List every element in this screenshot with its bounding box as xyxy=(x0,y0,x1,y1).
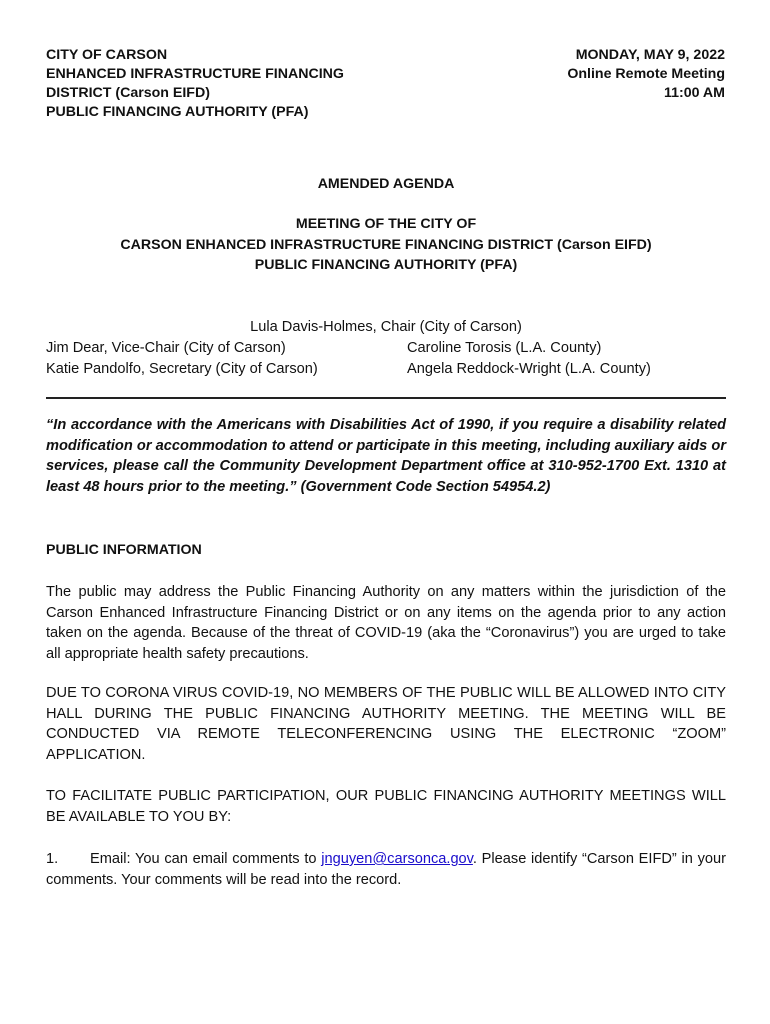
member-name: Katie Pandolfo, Secretary (City of Carson) xyxy=(46,360,318,377)
org-line: ENHANCED INFRASTRUCTURE FINANCING xyxy=(46,66,344,82)
board-members xyxy=(46,338,726,379)
org-line: PUBLIC FINANCING AUTHORITY (PFA) xyxy=(46,104,309,120)
ada-notice: “In accordance with the Americans with Disabilities Act of 1990, if you require a disability related modification or accommodation to attend or participate in this meeting, including auxiliary aids or services, please call the Community Development Department office at 310-952-1700 Ext. 1310 at least 48 hours prior to the meeting.” (Government Code Section 54954.2) xyxy=(46,417,726,495)
member-name: Angela Reddock-Wright (L.A. County) xyxy=(407,360,651,377)
public-information-heading: PUBLIC INFORMATION xyxy=(46,542,202,558)
org-line: CITY OF CARSON xyxy=(46,47,168,63)
subtitle-line: CARSON ENHANCED INFRASTRUCTURE FINANCING DISTRICT (Carson EIFD) xyxy=(120,236,652,253)
public-info-paragraph: The public may address the Public Financing Authority on any matters within the jurisdiction of the Carson Enhanced Infrastructure Financing District or on any items on the agenda prior to any action taken on the agenda. Because of the threat of COVID-19 (aka the “Coronavirus”) you are urged to take all appropriate health safety precautions. xyxy=(46,584,726,662)
members-row xyxy=(46,359,726,380)
organization-header xyxy=(46,46,344,122)
meeting-subtitle xyxy=(46,214,726,276)
participation-paragraph: TO FACILITATE PUBLIC PARTICIPATION, OUR PUBLIC FINANCING AUTHORITY MEETINGS WILL BE AVAILABLE TO YOU BY: xyxy=(46,788,726,825)
meeting-time: 11:00 AM xyxy=(664,85,725,101)
meeting-date: MONDAY, MAY 9, 2022 xyxy=(575,47,725,63)
meeting-format: Online Remote Meeting xyxy=(567,66,725,82)
email-item-prefix: Email: You can email comments to xyxy=(90,851,322,867)
list-item-number: 1. xyxy=(46,851,59,867)
subtitle-line: PUBLIC FINANCING AUTHORITY (PFA) xyxy=(254,257,518,273)
org-line: DISTRICT (Carson EIFD) xyxy=(46,85,210,101)
list-item-email xyxy=(46,849,726,890)
covid-notice-paragraph: DUE TO CORONA VIRUS COVID-19, NO MEMBERS OF THE PUBLIC WILL BE ALLOWED INTO CITY HALL DURING THE PUBLIC FINANCING AUTHORITY MEETING. THE MEETING WILL BE CONDUCTED VIA REMOTE TELECONFERENCING USING THE ELECTRONIC “ZOOM” APPLICATION. xyxy=(46,685,726,763)
meeting-datetime-header xyxy=(567,46,725,103)
chair-name: Lula Davis-Holmes, Chair (City of Carson) xyxy=(250,319,522,335)
page-title: AMENDED AGENDA xyxy=(317,176,455,192)
members-row xyxy=(46,338,726,359)
member-name: Jim Dear, Vice-Chair (City of Carson) xyxy=(46,340,286,356)
member-name: Caroline Torosis (L.A. County) xyxy=(407,340,602,356)
subtitle-line: MEETING OF THE CITY OF xyxy=(295,216,477,232)
email-item-suffix: . Please identify “Carson EIFD” in your comments. Your comments will be read into the record. xyxy=(46,851,726,888)
email-link[interactable]: jnguyen@carsonca.gov xyxy=(321,851,473,867)
section-divider xyxy=(46,397,726,399)
